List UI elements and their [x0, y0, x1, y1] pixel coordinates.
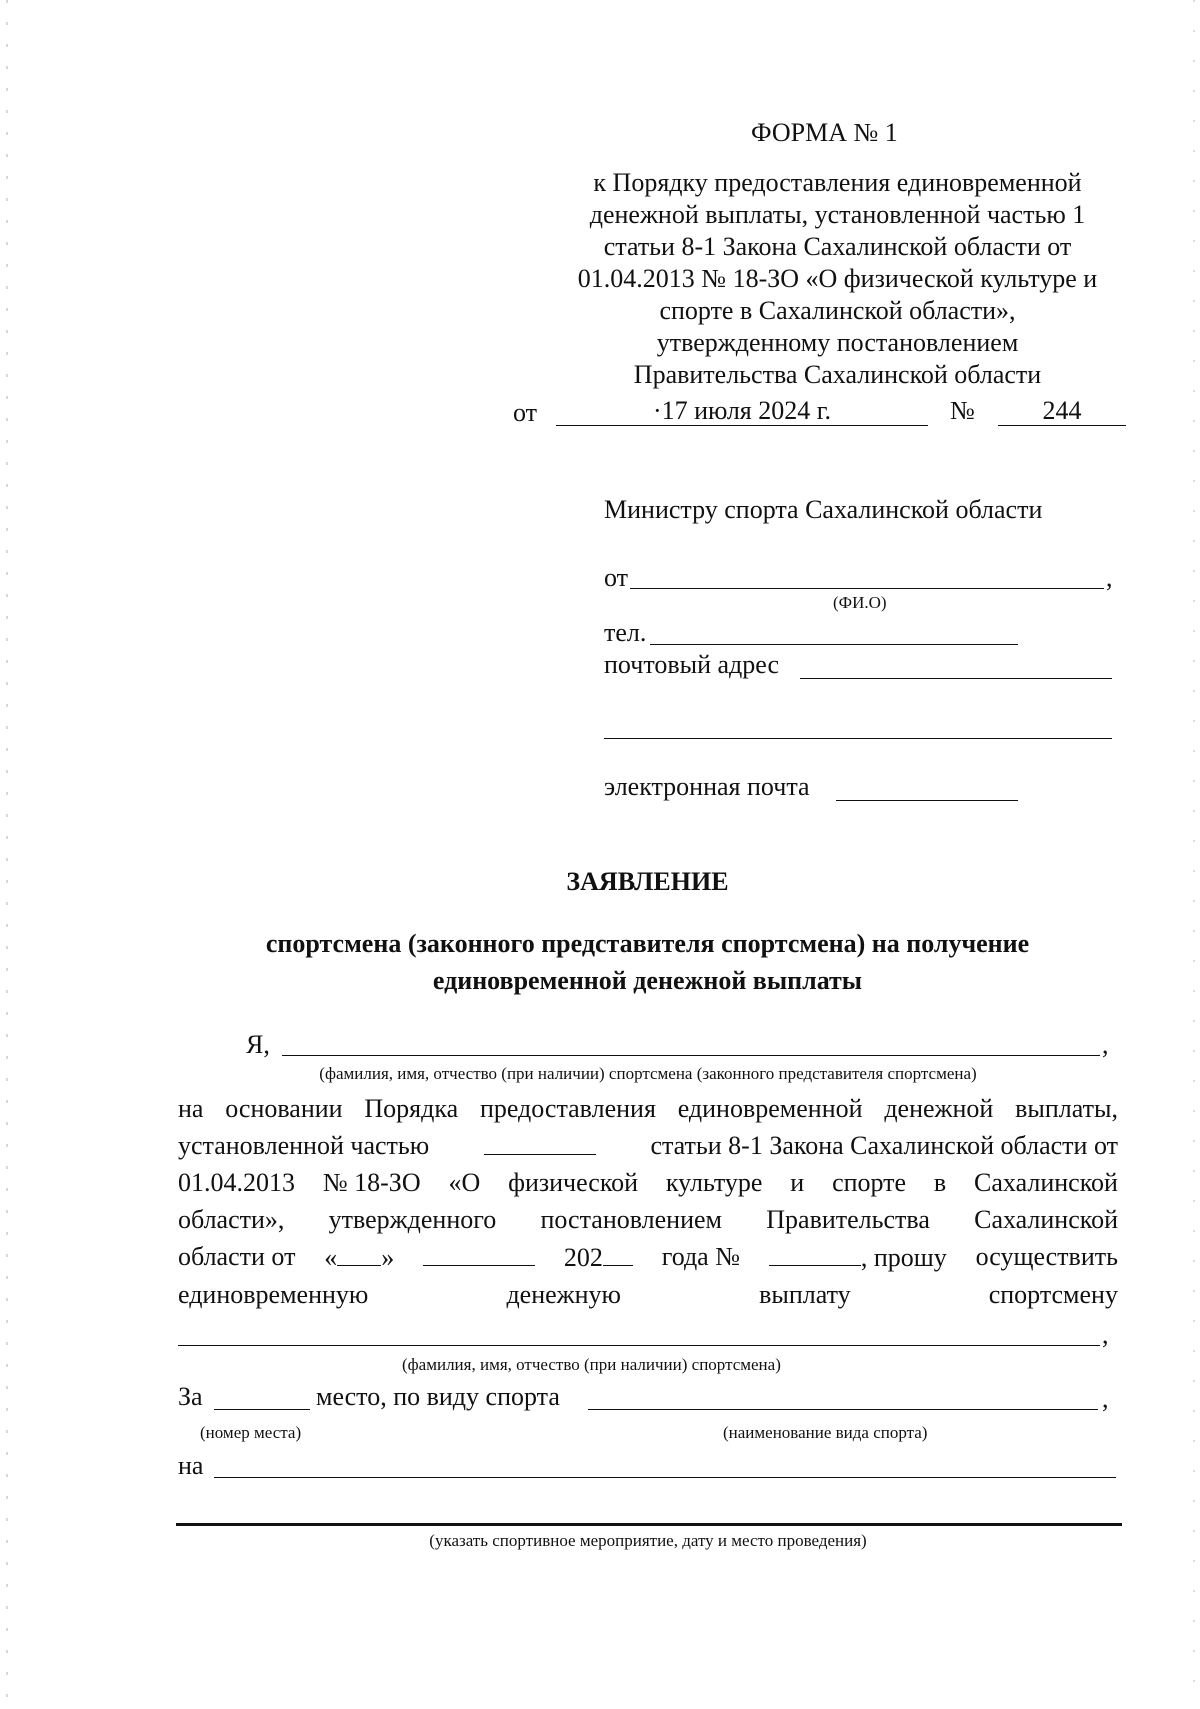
text-fragment: области от — [178, 1242, 296, 1271]
blank-part-number — [484, 1130, 596, 1155]
decree-date: ·17 июля 2024 г. — [652, 396, 831, 425]
paragraph-line-5 — [178, 1241, 1118, 1274]
applicant-i-label: Я, — [246, 1030, 270, 1059]
text-fragment: статьи 8-1 Закона Сахалинской области от — [650, 1131, 1118, 1160]
applicant-fio-line — [630, 588, 1104, 589]
word: на — [178, 1094, 204, 1123]
word: и — [790, 1168, 805, 1197]
email-label: электронная почта — [604, 772, 810, 801]
place-sport-label: место, по виду спорта — [316, 1382, 560, 1411]
event-line-2 — [176, 1523, 1122, 1526]
paragraph-line-4 — [178, 1204, 1118, 1236]
paragraph-line-3 — [178, 1167, 1118, 1199]
appendix-line-2: денежной выплаты, установленной частью 1 — [589, 200, 1086, 229]
place-za-label: За — [178, 1382, 203, 1411]
date-from-label: от — [513, 398, 538, 427]
word: «О — [448, 1168, 481, 1197]
sport-name-hint: (наименование вида спорта) — [723, 1423, 928, 1442]
appendix-line-6: утвержденному постановлением — [656, 328, 1019, 357]
form-title: ФОРМА № 1 — [751, 118, 898, 147]
scan-edge-left — [6, 0, 8, 1709]
paragraph-line-1 — [178, 1093, 1118, 1125]
word: области», — [178, 1205, 285, 1234]
year-prefix: 202 — [563, 1243, 603, 1272]
event-hint: (указать спортивное мероприятие, дату и место проведения) — [429, 1531, 867, 1550]
appendix-line-7: Правительства Сахалинской области — [633, 360, 1042, 389]
postal-address-line-2 — [604, 738, 1112, 739]
email-line — [836, 800, 1018, 801]
appendix-line-1: к Порядку предоставления единовременной — [593, 168, 1082, 197]
word: Правительства — [766, 1205, 930, 1234]
word: выплаты, — [1015, 1094, 1118, 1123]
event-line-1 — [214, 1477, 1116, 1478]
blank-day — [337, 1241, 381, 1266]
phone-line — [650, 644, 1018, 645]
postal-address-line-1 — [800, 678, 1112, 679]
athlete-name-hint: (фамилия, имя, отчество (при наличии) спортсмена) — [402, 1355, 781, 1374]
word: физической — [508, 1168, 639, 1197]
word: спортсмену — [988, 1280, 1118, 1309]
word: Порядка — [364, 1094, 459, 1123]
statement-subtitle-2: единовременной денежной выплаты — [432, 966, 863, 995]
text-fragment: , прошу — [860, 1243, 947, 1272]
word: основании — [225, 1094, 343, 1123]
appendix-line-4: 01.04.2013 № 18-ЗО «О физической культуре и — [577, 264, 1098, 293]
text-fragment: года № — [661, 1242, 741, 1271]
postal-address-label: почтовый адрес — [604, 650, 779, 679]
event-na-label: на — [178, 1451, 204, 1480]
athlete-name-comma: , — [1102, 1320, 1109, 1349]
applicant-name-comma: , — [1102, 1030, 1109, 1059]
word: денежную — [506, 1280, 621, 1309]
statement-title: ЗАЯВЛЕНИЕ — [566, 867, 729, 896]
fio-hint: (ФИ.О) — [833, 593, 887, 612]
text-fragment: установленной частью — [178, 1131, 430, 1160]
blank-number — [769, 1241, 861, 1266]
scan-edge-right — [1193, 0, 1195, 1709]
word: 01.04.2013 — [178, 1168, 295, 1197]
phone-label: тел. — [604, 618, 647, 647]
applicant-name-hint: (фамилия, имя, отчество (при наличии) спортсмена (законного представителя спортсмена) — [319, 1064, 977, 1083]
statement-subtitle-1: спортсмена (законного представителя спортсмена) на получение — [265, 929, 1030, 958]
word: № 18-ЗО — [322, 1168, 421, 1197]
word: Сахалинской — [974, 1168, 1118, 1197]
word: единовременной — [677, 1094, 863, 1123]
paragraph-line-2 — [178, 1130, 1118, 1162]
decree-date-line — [556, 425, 928, 426]
applicant-fio-comma: , — [1106, 563, 1113, 592]
quote-close: » — [381, 1243, 395, 1272]
athlete-name-line — [178, 1345, 1100, 1346]
addressee-to: Министру спорта Сахалинской области — [604, 495, 1043, 524]
place-number-hint: (номер места) — [200, 1423, 302, 1442]
blank-year — [603, 1241, 633, 1266]
sport-name-comma: , — [1102, 1384, 1109, 1413]
blank-month — [423, 1241, 535, 1266]
applicant-from-label: от — [604, 563, 629, 592]
place-number-line — [214, 1409, 310, 1410]
word: единовременную — [178, 1280, 369, 1309]
word: денежной — [884, 1094, 994, 1123]
word: культуре — [665, 1168, 763, 1197]
appendix-line-5: спорте в Сахалинской области», — [659, 296, 1016, 325]
sport-name-line — [588, 1409, 1098, 1410]
word: Сахалинской — [974, 1205, 1118, 1234]
word: спорте — [832, 1168, 907, 1197]
decree-number: 244 — [1042, 396, 1082, 425]
decree-number-line — [998, 425, 1126, 426]
word: выплату — [759, 1280, 851, 1309]
applicant-name-line — [282, 1055, 1100, 1056]
word: в — [933, 1168, 947, 1197]
paragraph-line-6 — [178, 1279, 1118, 1311]
word: постановлением — [540, 1205, 723, 1234]
appendix-line-3: статьи 8-1 Закона Сахалинской области от — [603, 232, 1072, 261]
decree-number-sign: № — [950, 396, 975, 425]
word: утвержденного — [328, 1205, 497, 1234]
word: предоставления — [479, 1094, 656, 1123]
quote-open: « — [324, 1243, 338, 1272]
text-fragment: осуществить — [975, 1242, 1118, 1271]
